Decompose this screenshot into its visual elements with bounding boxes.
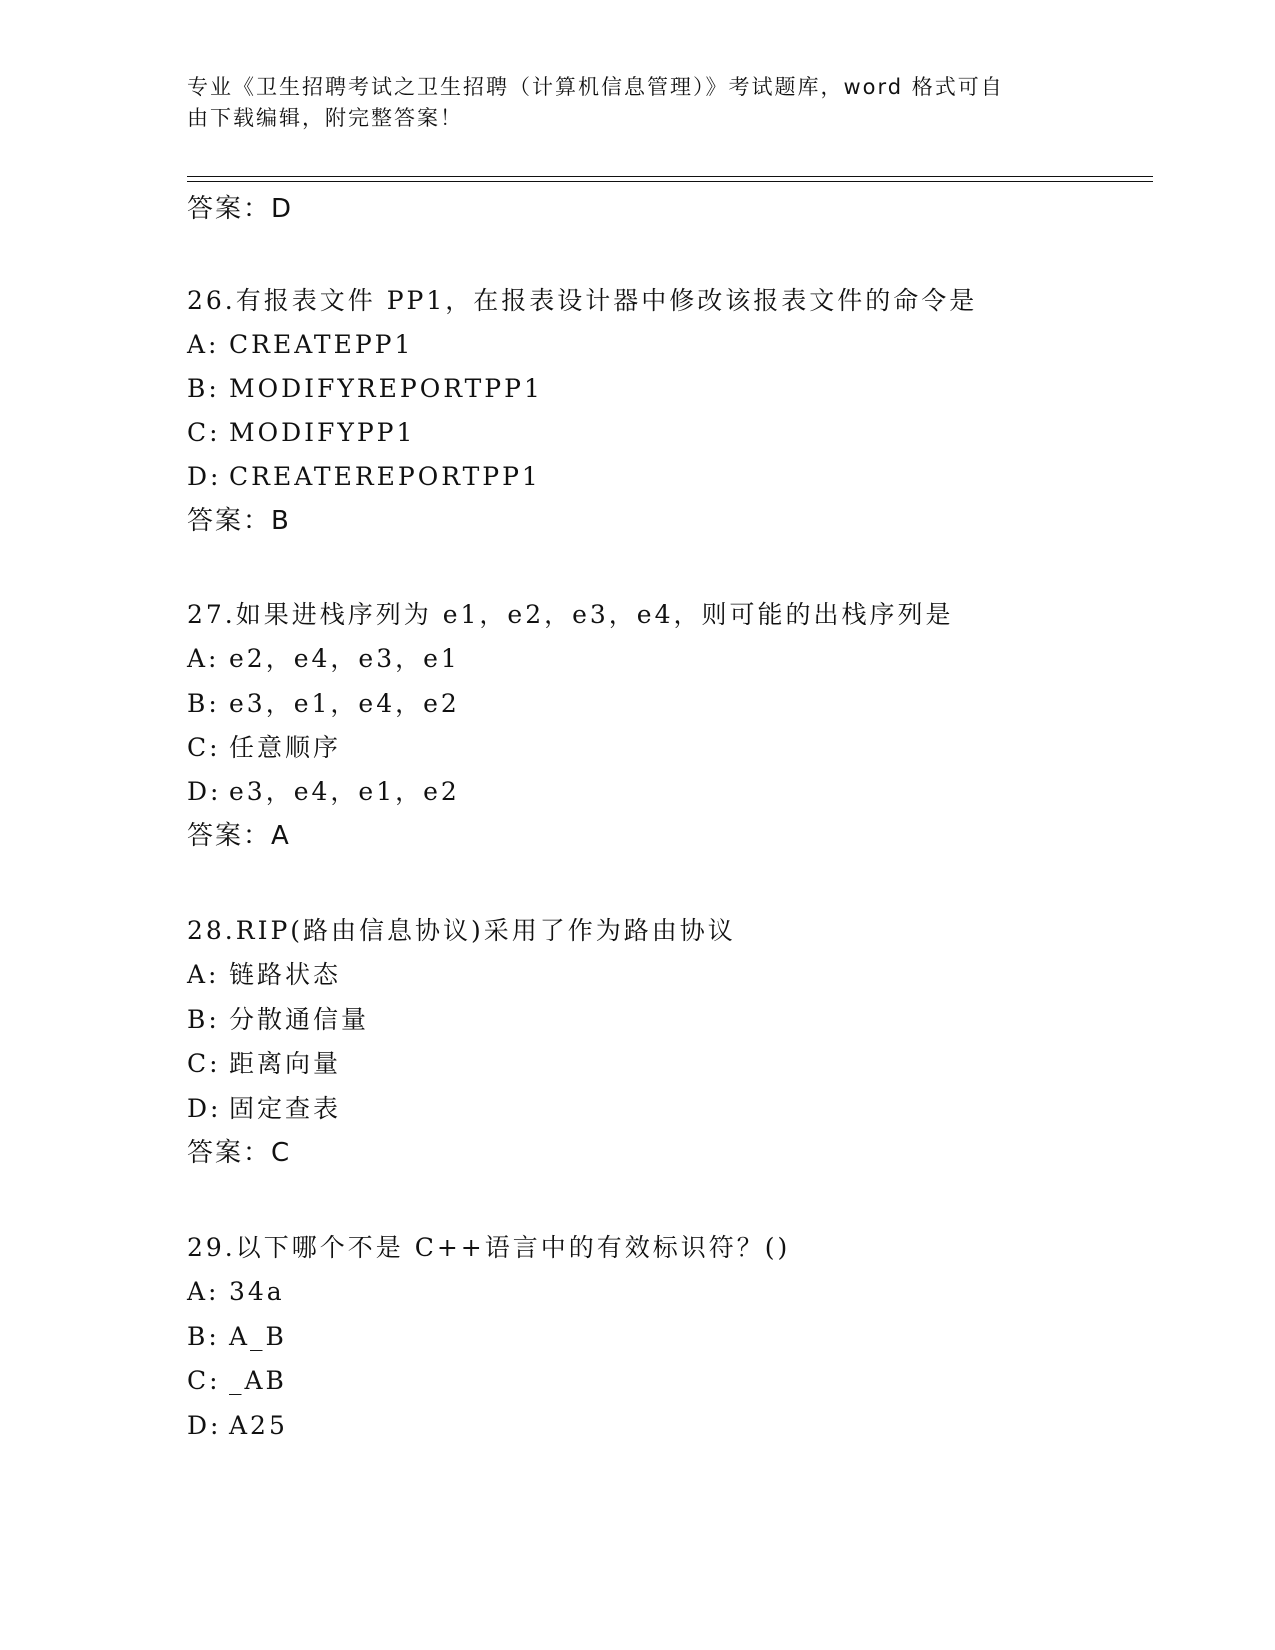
option-label: C: [187,418,221,447]
option-text: _AB [229,1366,287,1395]
answer-27: 答案：A [187,821,291,851]
option-text: 距离向量 [229,1049,342,1078]
option-text: CREATEREPORTPP1 [229,462,541,491]
option-27-a [187,644,460,674]
option-text: e3，e1，e4，e2 [229,689,460,718]
option-29-c [187,1366,287,1396]
option-28-a [187,960,341,990]
option-29-d [187,1411,288,1441]
option-text: 任意顺序 [229,733,342,762]
option-text: MODIFYPP1 [229,418,416,447]
option-label: A: [187,1277,220,1306]
option-text: MODIFYREPORTPP1 [229,374,543,403]
option-text: 固定查表 [229,1094,342,1123]
option-28-d [187,1094,341,1124]
option-28-b [187,1005,369,1035]
question-29: 29.以下哪个不是 C++语言中的有效标识符？() [187,1233,791,1262]
option-label: C: [187,733,221,762]
option-text: e3，e4，e1，e2 [229,777,460,806]
question-26: 26.有报表文件 PP1，在报表设计器中修改该报表文件的命令是 [187,286,978,315]
answer-28: 答案：C [187,1138,292,1168]
option-label: A: [187,960,220,989]
option-text: A_B [229,1322,287,1351]
option-26-c [187,418,415,448]
option-label: C: [187,1049,221,1078]
option-label: C: [187,1366,221,1395]
option-27-b [187,689,460,719]
option-text: CREATEPP1 [229,330,414,359]
option-label: D: [187,777,222,806]
option-label: B: [187,1005,220,1034]
option-27-d [187,777,460,807]
option-label: A: [187,330,220,359]
option-29-a [187,1277,285,1307]
question-28: 28.RIP(路由信息协议)采用了作为路由协议 [187,916,736,945]
header-divider-bottom [187,181,1153,182]
option-label: A: [187,644,220,673]
question-27: 27.如果进栈序列为 e1，e2，e3，e4，则可能的出栈序列是 [187,600,954,629]
option-text: e2，e4，e3，e1 [229,644,460,673]
answer-26: 答案：B [187,506,291,536]
answer-previous: 答案：D [187,194,294,224]
document-header [187,72,1067,134]
option-label: D: [187,1094,222,1123]
option-26-a [187,330,413,360]
option-label: B: [187,689,220,718]
option-27-c [187,733,341,763]
option-label: D: [187,462,222,491]
option-label: B: [187,374,220,403]
option-label: D: [187,1411,222,1440]
header-line-1: 专业《卫生招聘考试之卫生招聘（计算机信息管理）》考试题库，word 格式可自 [187,75,1004,99]
header-divider-top [187,176,1153,177]
option-26-b [187,374,543,404]
option-label: B: [187,1322,220,1351]
option-text: 34a [229,1277,285,1306]
option-29-b [187,1322,287,1352]
option-26-d [187,462,541,492]
option-28-c [187,1049,341,1079]
option-text: 分散通信量 [229,1005,370,1034]
option-text: A25 [229,1411,288,1440]
header-line-2: 由下载编辑，附完整答案！ [187,106,463,130]
option-text: 链路状态 [229,960,342,989]
